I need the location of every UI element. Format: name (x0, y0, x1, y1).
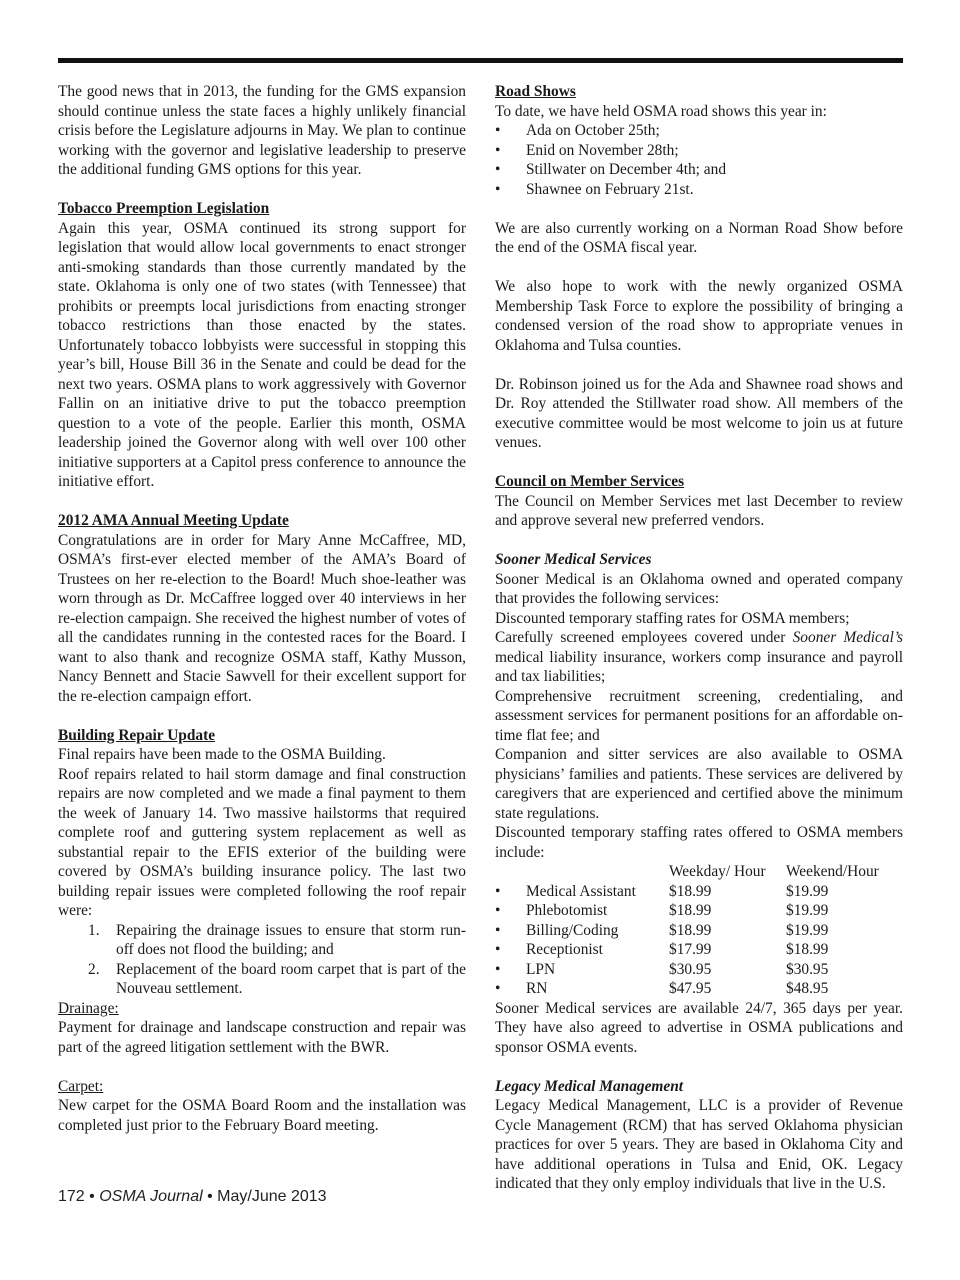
role-cell: Medical Assistant (526, 882, 636, 900)
weekday-cell: $47.95 (669, 980, 712, 997)
weekday-cell: $17.99 (669, 941, 712, 958)
sooner-emphasis: Sooner Medical’s (792, 629, 903, 646)
building-heading: Building Repair Update (58, 726, 216, 744)
list-item (495, 141, 903, 161)
sooner-heading: Sooner Medical Services (495, 551, 652, 568)
table-header-row (495, 862, 879, 882)
roadshows-heading: Road Shows (495, 83, 576, 100)
role-cell: LPN (526, 960, 556, 978)
left-column (58, 82, 466, 1135)
rates-table (495, 862, 879, 999)
bullet-icon: • (495, 882, 501, 900)
tobacco-paragraph: Again this year, OSMA continued its strong support for legislation that would allow local governments to enact stronger anti-smoking standards than those currently mandated by the state. Oklahoma is only one of two states (with Tennessee) that prohibits or preempts local jurisdictions from enacting stronger tobacco restrictions than those enacted by the states. Unfortunately tobacco lobbyists were successful in stopping this year’s bill, House Bill 36 in the Senate and could be dead for the next two years. OSMA plans to work aggressively with Governor Fallin on an initiative drive to put the tobacco preemption question to a vote of the people. Earlier this month, OSMA leadership joined the Governor along with well over 100 other initiative supporters at a Capitol press conference to announce the initiative effort. (58, 219, 466, 490)
tobacco-heading: Tobacco Preemption Legislation (58, 200, 270, 217)
table-row (495, 921, 879, 941)
council-paragraph: The Council on Member Services met last December to review and approve several new preferred vendors. (495, 492, 903, 529)
list-number: 1. (88, 921, 100, 939)
role-cell: Billing/Coding (526, 921, 619, 939)
sooner-p5: Companion and sitter services are also available to OSMA physicians’ families and patients. These services are delivered by caregivers that are experienced and certified above the minimum state regulations. (495, 746, 903, 822)
weekend-cell: $19.99 (786, 921, 829, 939)
weekday-header: Weekday/ Hour (669, 863, 766, 880)
bullet-icon: • (495, 122, 501, 139)
sooner-p2: Discounted temporary staffing rates for OSMA members; (495, 609, 850, 627)
weekday-cell: $18.99 (669, 902, 712, 919)
right-column (495, 82, 903, 1194)
weekday-cell: $30.95 (669, 960, 712, 978)
drainage-label: Drainage: (58, 999, 119, 1017)
council-heading: Council on Member Services (495, 473, 685, 490)
sooner-p1: Sooner Medical is an Oklahoma owned and operated company that provides the following services: (495, 570, 903, 607)
robinson-paragraph: Dr. Robinson joined us for the Ada and Shawnee road shows and Dr. Roy attended the Stillwater road show. All members of the executive committee would be most welcome to join us at future venues. (495, 375, 903, 451)
table-row (495, 901, 879, 921)
weekend-cell: $30.95 (786, 960, 829, 978)
weekday-cell: $18.99 (669, 882, 712, 900)
bullet-icon: • (495, 180, 501, 198)
norman-paragraph: We are also currently working on a Norman Road Show before the end of the OSMA fiscal year. (495, 219, 903, 256)
bullet-icon: • (495, 902, 501, 919)
list-text: Repairing the drainage issues to ensure that storm run-off does not flood the building; and (116, 921, 466, 958)
page-number: 172 (58, 1188, 85, 1205)
table-row (495, 979, 879, 999)
ama-heading: 2012 AMA Annual Meeting Update (58, 512, 289, 529)
weekend-cell: $19.99 (786, 902, 829, 919)
gms-paragraph: The good news that in 2013, the funding for the GMS expansion should continue unless the state faces a highly unlikely financial crisis before the Legislature adjourns in May. We plan to continue working with the governor and legislative leadership to preserve the additional funding GMS options for this year. (58, 83, 466, 178)
bullet-icon: • (495, 921, 501, 939)
legacy-paragraph: Legacy Medical Management, LLC is a provider of Revenue Cycle Management (RCM) that has served Oklahoma physician practices for over 5 years. They are based in Oklahoma City and have additional operations in Tulsa and Enid, OK. Legacy indicated that they only employ individuals that live in the U.S. (495, 1097, 903, 1192)
bullet-icon: • (495, 141, 501, 159)
weekend-cell: $18.99 (786, 941, 829, 958)
list-item (58, 960, 466, 999)
list-item (495, 180, 903, 200)
table-row (495, 882, 879, 902)
list-text: Enid on November 28th; (526, 141, 679, 159)
list-text: Stillwater on December 4th; and (526, 161, 727, 178)
journal-name: OSMA Journal (99, 1188, 203, 1205)
issue-date: May/June 2013 (217, 1188, 327, 1205)
bullet-icon: • (495, 960, 501, 978)
weekend-cell: $48.95 (786, 980, 829, 997)
list-text: Ada on October 25th; (526, 122, 660, 139)
list-item (495, 160, 903, 180)
bullet-icon: • (495, 161, 501, 178)
weekday-cell: $18.99 (669, 921, 712, 939)
list-number: 2. (88, 960, 100, 978)
taskforce-paragraph: We also hope to work with the newly organized OSMA Membership Task Force to explore the possibility of bringing a condensed version of the road show to appropriate venues in Oklahoma and Tulsa counties. (495, 278, 903, 354)
ama-paragraph: Congratulations are in order for Mary Anne McCaffree, MD, OSMA’s first-ever elected member of the AMA’s Board of Trustees on her re-election to the Board! Much shoe-leather was worn through as Dr. McCaffree logged over 40 interviews in her re-election campaign. She received the highest number of votes of all the candidates running in the contested races for the Board. I want to also thank and recognize OSMA staff, Kathy Musson, Nancy Bennett and Stacie Sawvell for their excellent support for the re-election campaign effort. (58, 531, 466, 705)
top-rule (58, 58, 903, 63)
weekend-cell: $19.99 (786, 882, 829, 900)
role-cell: RN (526, 980, 548, 997)
role-cell: Receptionist (526, 941, 603, 958)
list-item (495, 121, 903, 141)
table-row (495, 940, 879, 960)
sooner-p3: Carefully screened employees covered under Sooner Medical’s medical liability insurance, workers comp insurance and payroll and tax liabilities; (495, 629, 903, 685)
list-text: Shawnee on February 21st. (526, 180, 694, 198)
list-item (58, 921, 466, 960)
carpet-label: Carpet: (58, 1077, 104, 1095)
table-row (495, 960, 879, 980)
roadshows-intro: To date, we have held OSMA road shows this year in: (495, 102, 827, 120)
legacy-heading: Legacy Medical Management (495, 1077, 684, 1095)
bullet-icon: • (495, 980, 501, 997)
weekend-header: Weekend/Hour (786, 863, 879, 880)
role-cell: Phlebotomist (526, 902, 608, 919)
building-line1: Final repairs have been made to the OSMA Building. (58, 746, 386, 763)
page-footer: 172 • OSMA Journal • May/June 2013 (58, 1188, 327, 1205)
building-paragraph: Roof repairs related to hail storm damage and final construction repairs are now completed and we made a final payment to them the week of January 14. Two massive hailstorms that required complete roof and guttering system replacement as well as substantial repair to the EFIS exterior of the building were covered by OSMA’s building insurance policy. The last two building repair issues were completed following the roof repair were: (58, 765, 466, 919)
drainage-paragraph: Payment for drainage and landscape construction and repair was part of the agreed litigation settlement with the BWR. (58, 1019, 466, 1056)
list-text: Replacement of the board room carpet that is part of the Nouveau settlement. (116, 960, 466, 997)
bullet-icon: • (495, 941, 501, 958)
sooner-p4: Comprehensive recruitment screening, credentialing, and assessment services for permanent positions for an affordable on-time flat fee; and (495, 687, 903, 744)
sooner-p7: Sooner Medical services are available 24/7, 365 days per year. They have also agreed to advertise in OSMA publications and sponsor OSMA events. (495, 999, 903, 1056)
sooner-p6: Discounted temporary staffing rates offered to OSMA members include: (495, 824, 903, 861)
carpet-paragraph: New carpet for the OSMA Board Room and the installation was completed just prior to the February Board meeting. (58, 1097, 466, 1134)
